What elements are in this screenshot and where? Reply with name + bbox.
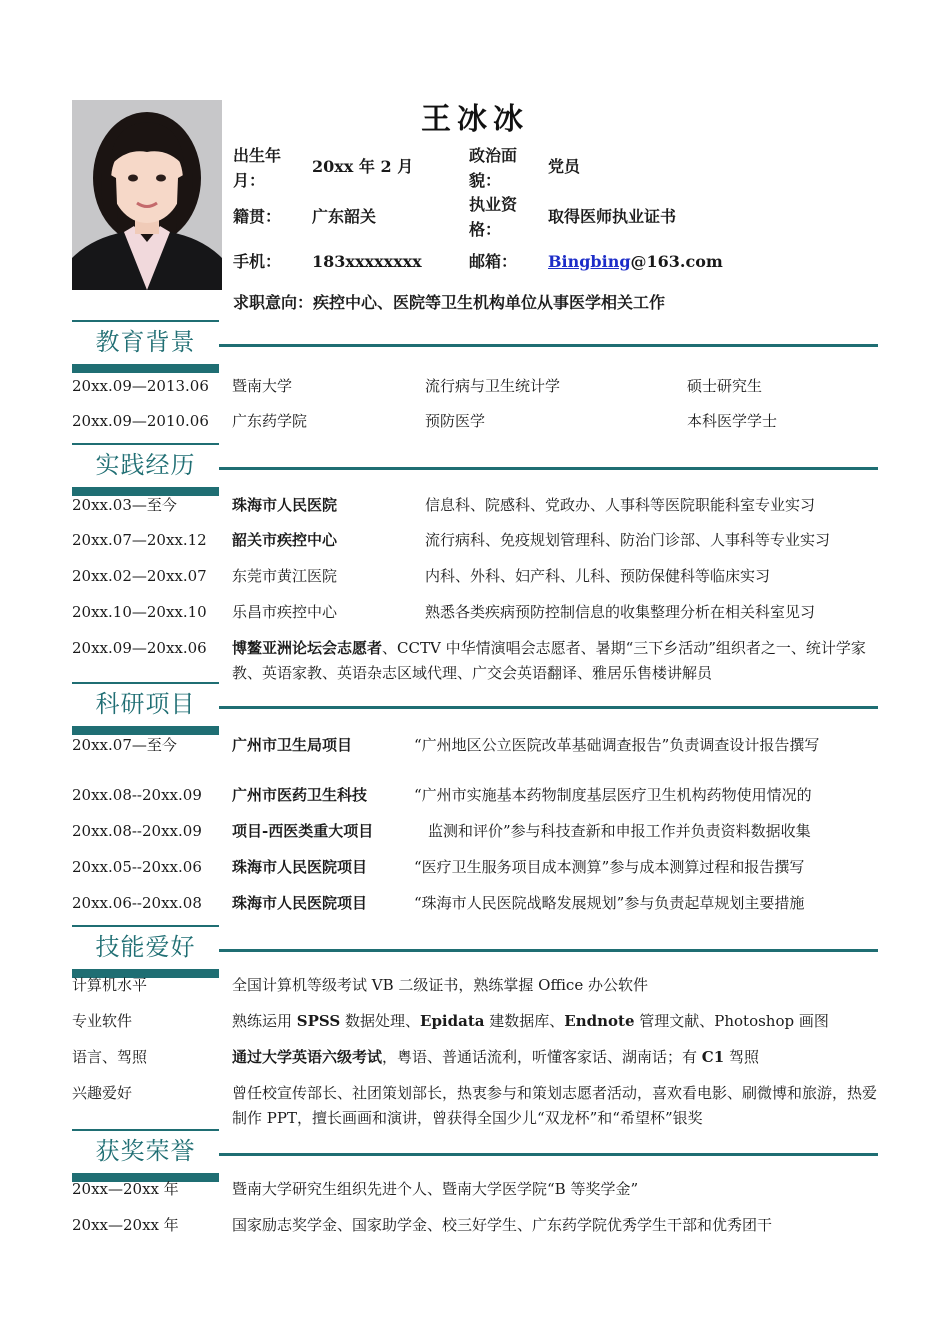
- email-domain: @163.com: [630, 252, 723, 271]
- birth-label: 出生年月：: [233, 146, 282, 190]
- email-value: [548, 249, 723, 274]
- section-divider: [219, 1153, 878, 1156]
- section-divider: [219, 706, 878, 709]
- section-divider: [219, 467, 878, 470]
- phone-label: 手机：: [233, 252, 282, 271]
- section-title: 技能爱好: [72, 927, 219, 969]
- section-title: 获奖荣誉: [72, 1131, 219, 1173]
- profile-photo: [72, 100, 222, 290]
- section-research-header: [72, 682, 878, 738]
- origin-value: 广东韶关: [312, 207, 377, 226]
- license-value: 取得医师执业证书: [548, 207, 677, 226]
- section-divider: [219, 344, 878, 347]
- email-label: 邮箱：: [469, 252, 518, 271]
- license-label: 执业资格：: [469, 195, 518, 239]
- candidate-name: 王冰冰: [421, 102, 529, 137]
- job-objective: 求职意向：疾控中心、医院等卫生机构单位从事医学相关工作: [233, 293, 666, 312]
- phone-value: 183xxxxxxxx: [312, 252, 422, 271]
- birth-value: 20xx 年 2 月: [312, 157, 414, 176]
- section-education-header: [72, 320, 878, 376]
- section-title: 科研项目: [72, 684, 219, 726]
- political-label: 政治面貌：: [469, 146, 518, 190]
- section-title: 教育背景: [72, 322, 219, 364]
- political-value: 党员: [548, 157, 581, 176]
- section-title: 实践经历: [72, 445, 219, 487]
- portrait-image: [72, 100, 222, 290]
- section-divider: [219, 949, 878, 952]
- section-practice-header: [72, 443, 878, 499]
- email-link[interactable]: Bingbing: [548, 252, 631, 271]
- origin-label: 籍贯：: [233, 207, 282, 226]
